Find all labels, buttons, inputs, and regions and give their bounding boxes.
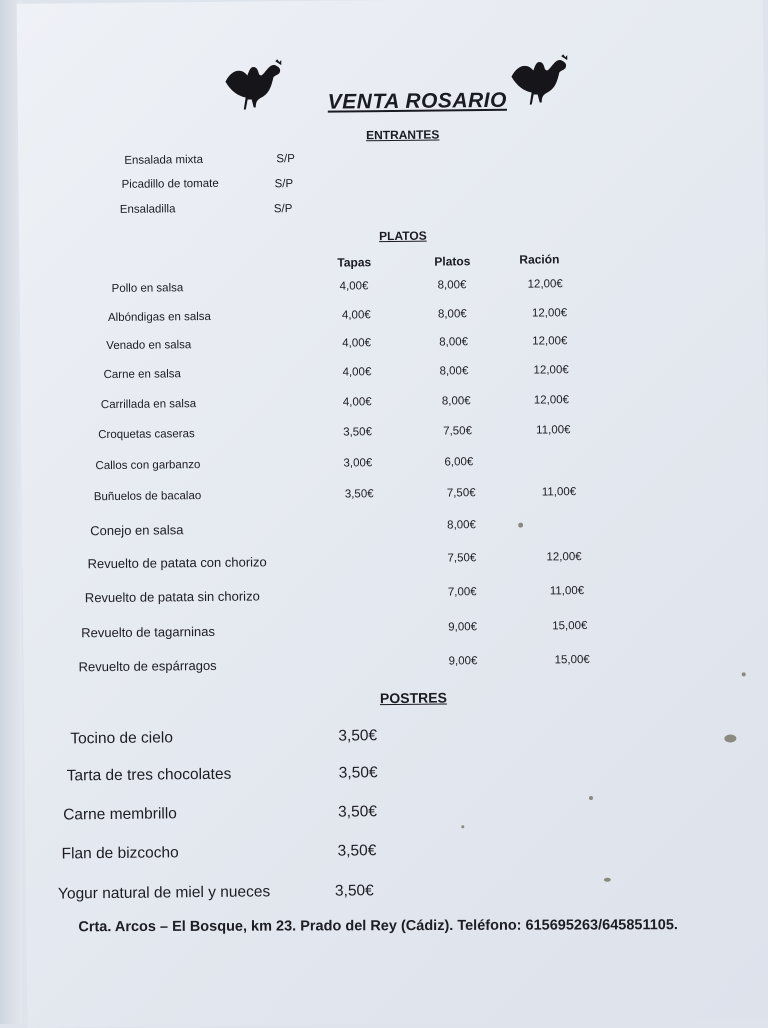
list-item: Tocino de cielo <box>70 729 173 748</box>
tapa-price: 4,00€ <box>342 396 372 409</box>
paper-speck <box>461 825 464 828</box>
list-item: Yogur natural de miel y nueces <box>57 883 271 903</box>
tapa-price: 4,00€ <box>339 280 369 293</box>
racion-price: 12,00€ <box>532 335 568 348</box>
table-row-name: Venado en salsa <box>106 339 192 353</box>
list-item: Ensaladilla <box>119 203 176 216</box>
tapa-price: 4,00€ <box>342 366 372 379</box>
table-row-name: Carrillada en salsa <box>100 398 197 412</box>
list-item: Picadillo de tomate <box>121 177 219 191</box>
paper-speck <box>604 878 611 882</box>
racion-price: 11,00€ <box>541 486 577 499</box>
tapa-price: 4,00€ <box>341 309 371 322</box>
tapa-price: 3,50€ <box>344 488 374 501</box>
table-row-name: Revuelto de patata con chorizo <box>87 554 267 572</box>
paper-speck <box>589 796 593 800</box>
plato-price: 8,00€ <box>439 336 469 349</box>
table-row-name: Croquetas caseras <box>98 428 195 442</box>
tapa-price: 4,00€ <box>342 337 372 350</box>
column-header-racion: Ración <box>519 252 560 267</box>
footer-address: Crta. Arcos – El Bosque, km 23. Prado del Rey (Cádiz). Teléfono: 615695263/645851105. <box>78 917 678 936</box>
item-price: 3,50€ <box>338 803 378 821</box>
column-header-platos: Platos <box>434 254 471 269</box>
restaurant-title: VENTA ROSARIO <box>327 88 508 114</box>
plato-price: 6,00€ <box>444 456 474 469</box>
item-price: 3,50€ <box>337 842 377 860</box>
paper-speck <box>724 734 736 742</box>
plato-price: 8,00€ <box>437 279 467 292</box>
tapa-price: 3,00€ <box>343 457 373 470</box>
plato-price: 7,00€ <box>447 586 477 599</box>
paper-speck <box>518 523 523 528</box>
plato-price: 7,50€ <box>443 425 473 438</box>
list-item: Carne membrillo <box>63 805 177 824</box>
plato-price: 7,50€ <box>446 487 476 500</box>
table-row-name: Albóndigas en salsa <box>107 310 211 324</box>
rooster-icon <box>507 54 572 107</box>
table-row-name: Revuelto de espárragos <box>78 657 217 675</box>
plato-price: 8,00€ <box>439 365 469 378</box>
list-item: Flan de bizcocho <box>61 844 179 863</box>
list-item: Ensalada mixta <box>124 153 203 167</box>
table-row-name: Pollo en salsa <box>111 282 184 295</box>
racion-price: 12,00€ <box>527 278 563 291</box>
platos-heading: PLATOS <box>379 228 427 244</box>
plato-price: 9,00€ <box>448 621 478 634</box>
entrantes-heading: ENTRANTES <box>365 127 440 143</box>
racion-price: 15,00€ <box>554 653 590 667</box>
table-row-name: Revuelto de tagarninas <box>81 623 216 641</box>
plato-price: 7,50€ <box>447 552 477 565</box>
item-price: S/P <box>273 203 293 216</box>
rooster-icon <box>221 59 286 112</box>
racion-price: 12,00€ <box>546 551 582 564</box>
item-price: 3,50€ <box>338 727 378 745</box>
racion-price: 11,00€ <box>536 424 571 437</box>
plato-price: 8,00€ <box>447 519 476 532</box>
plato-price: 9,00€ <box>448 655 478 668</box>
racion-price: 12,00€ <box>533 394 570 407</box>
racion-price: 12,00€ <box>533 364 569 377</box>
table-row-name: Revuelto de patata sin chorizo <box>84 588 260 606</box>
item-price: 3,50€ <box>334 882 374 900</box>
tapa-price: 3,50€ <box>343 426 373 439</box>
item-price: S/P <box>276 153 295 166</box>
racion-price: 11,00€ <box>549 585 585 598</box>
table-row-name: Callos con garbanzo <box>95 459 201 473</box>
racion-price: 12,00€ <box>531 307 568 320</box>
item-price: 3,50€ <box>338 764 378 782</box>
menu-sheet <box>17 0 768 1028</box>
plato-price: 8,00€ <box>437 308 467 321</box>
list-item: Tarta de tres chocolates <box>66 765 232 785</box>
racion-price: 15,00€ <box>552 619 588 633</box>
paper-speck <box>742 672 746 676</box>
postres-heading: POSTRES <box>379 689 447 707</box>
column-header-tapas: Tapas <box>337 255 372 270</box>
plato-price: 8,00€ <box>441 395 471 408</box>
table-row-name: Buñuelos de bacalao <box>93 490 202 504</box>
table-row-name: Conejo en salsa <box>90 522 184 539</box>
table-row-name: Carne en salsa <box>103 368 181 382</box>
item-price: S/P <box>274 178 294 191</box>
